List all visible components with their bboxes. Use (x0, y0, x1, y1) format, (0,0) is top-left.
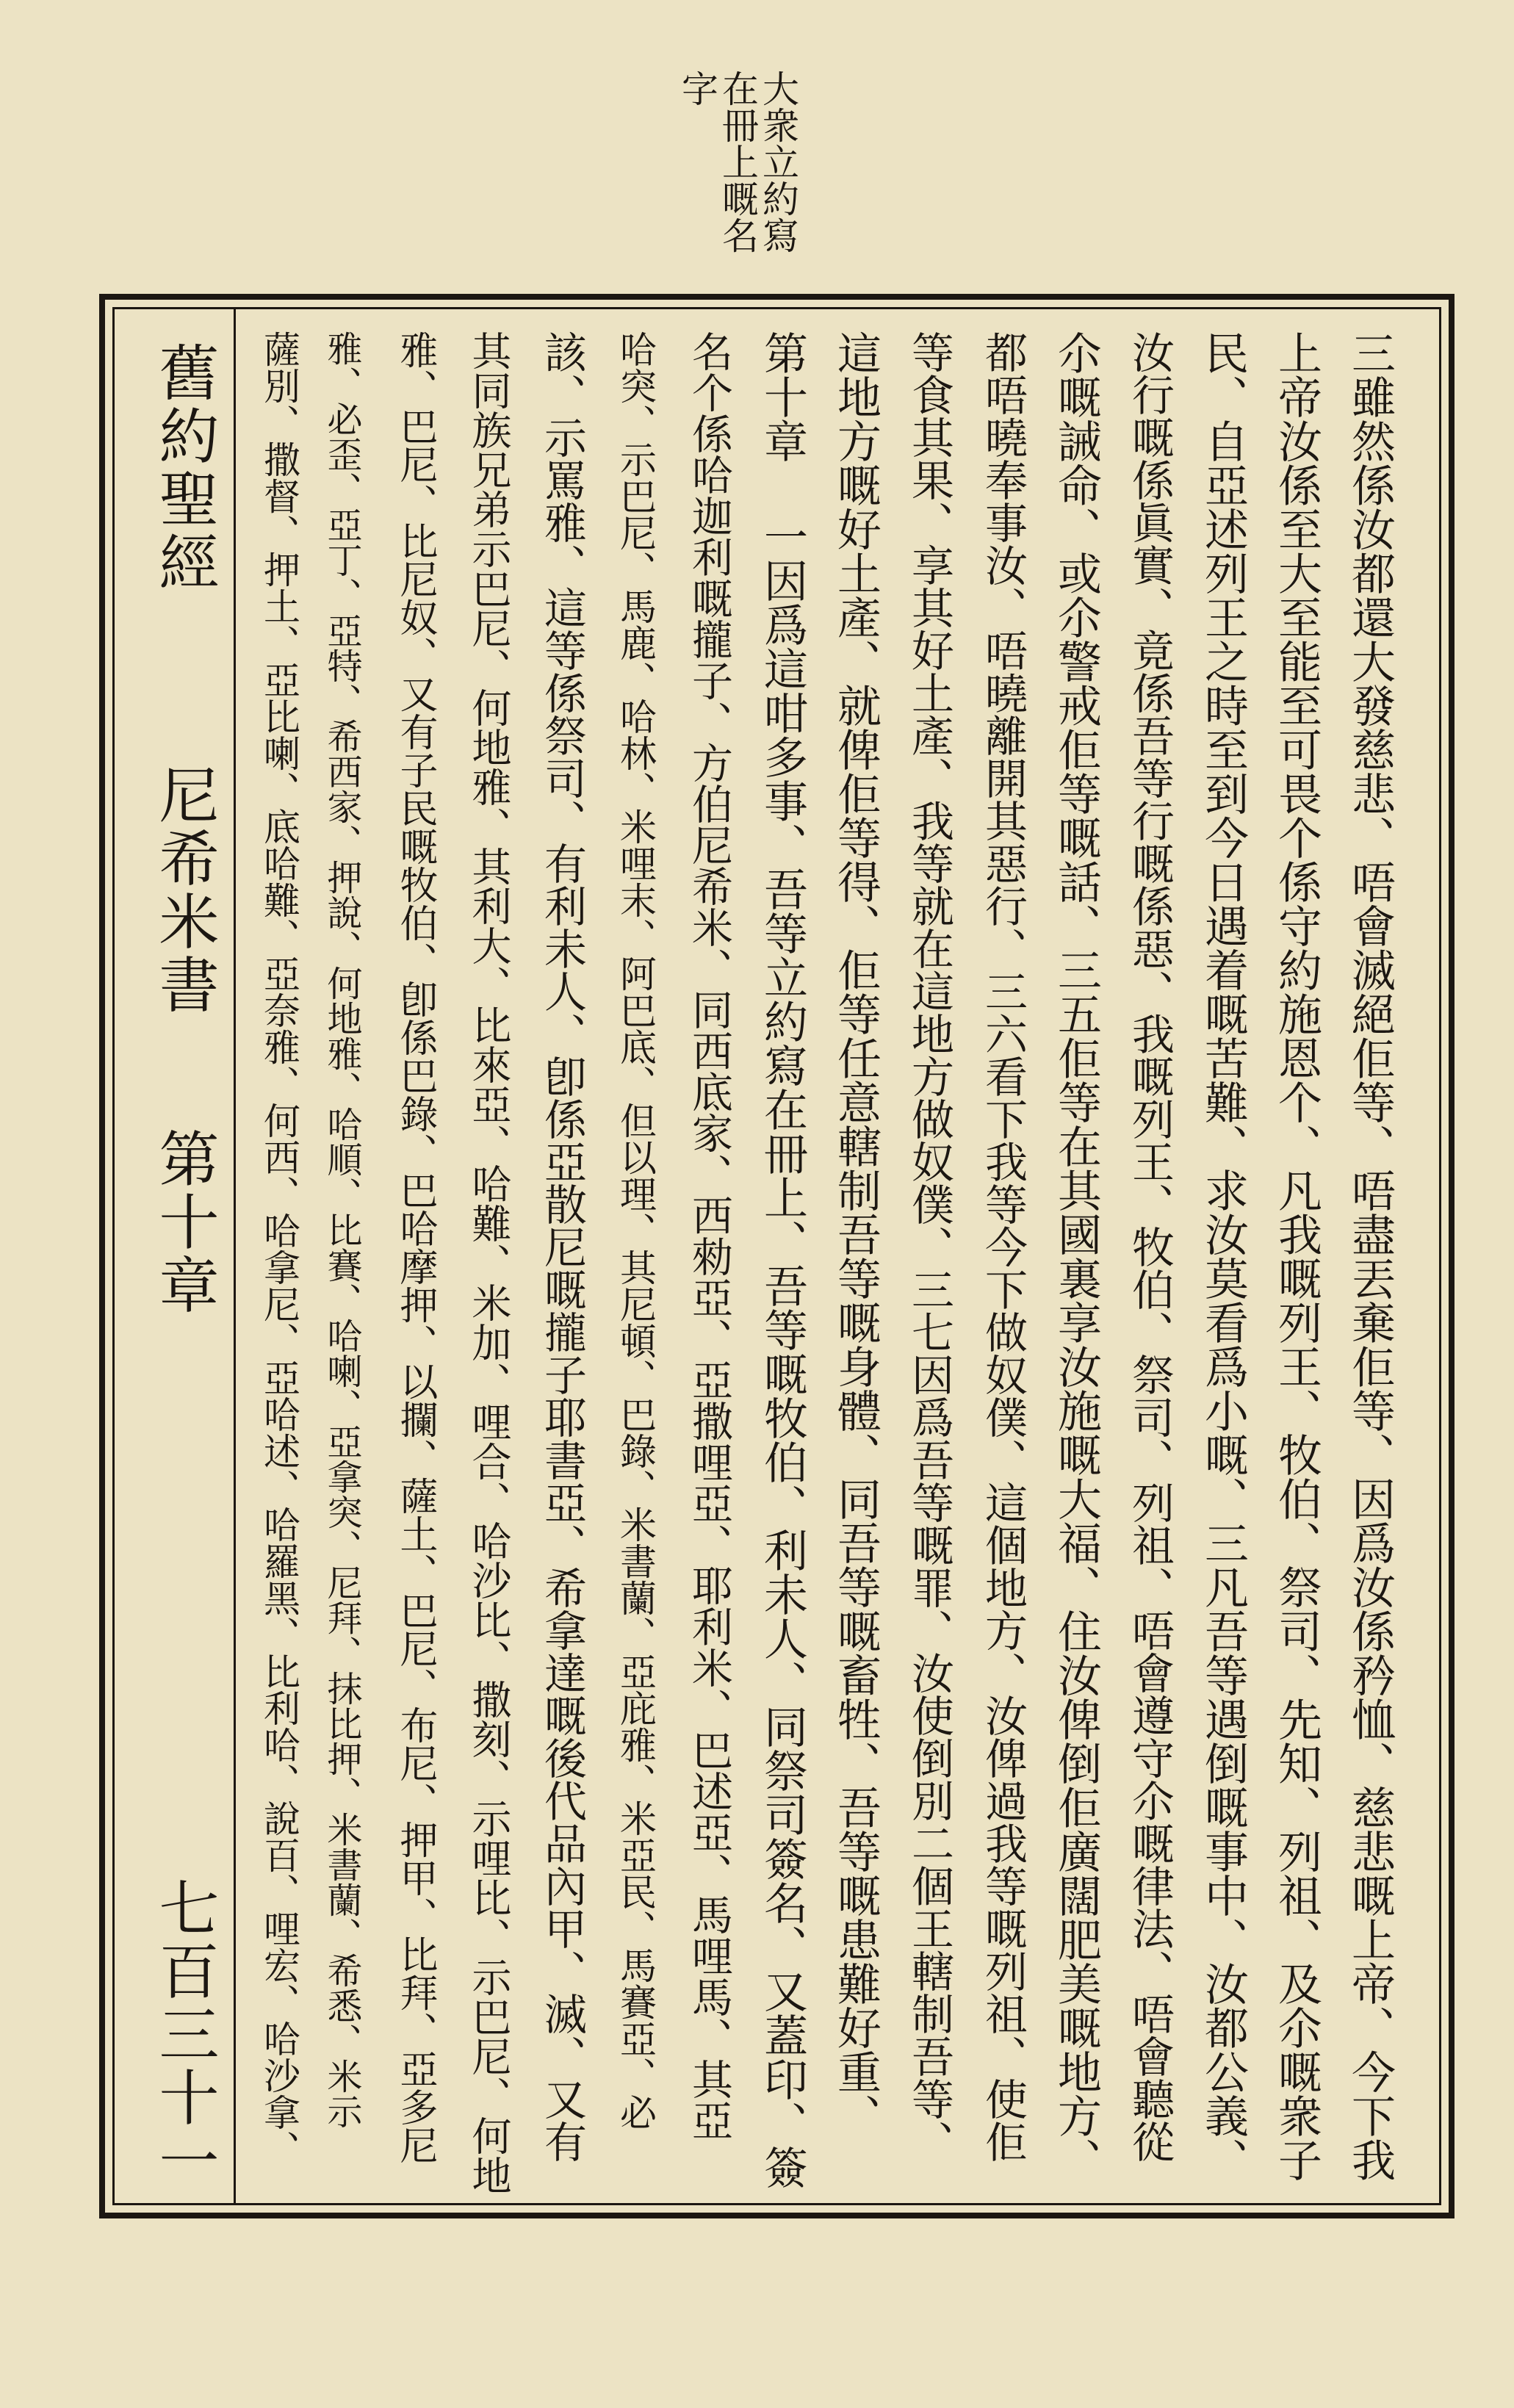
text-column: 尒嘅誡命、或尒警戒佢等嘅話、三五佢等在其國裏享汝施嘅大福、住汝俾倒佢廣闊肥美嘅地方、 (1050, 331, 1102, 2182)
text-column: 汝行嘅係眞實、竟係吾等行嘅係惡、我嘅列王、牧伯、祭司、列祖、唔會遵守尒嘅律法、唔會聽從 (1125, 331, 1175, 2163)
text-column: 三雖然係汝都還大發慈悲、唔會滅絕佢等、唔盡丟棄佢等、因爲汝係矜恤、慈悲嘅上帝、今下我 (1344, 331, 1396, 2182)
margin-note-line-1: 大衆立約寫 (757, 70, 799, 253)
text-column: 這地方嘅好土產、就俾佢等得、佢等任意轄制吾等嘅身體、同吾等嘅畜牲、吾等嘅患難好重、 (830, 331, 882, 2138)
page-number: 七百三十一 (149, 1877, 219, 2193)
text-column: 雅、巴尼、比尼奴、又有子民嘅牧伯、卽係巴錄、巴哈摩押、以攔、薩土、巴尼、布尼、押甲、比拜、亞多尼 (393, 331, 437, 2164)
text-column: 該、示罵雅、這等係祭司、有利未人、卽係亞散尼嘅攏子耶書亞、希拿達嘅後代品內甲、滅、又有 (537, 331, 587, 2163)
text-column: 民、自亞述列王之時至到今日遇着嘅苦難、求汝莫看爲小嘅、三凡吾等遇倒嘅事中、汝都公義、 (1197, 331, 1249, 2182)
book-title: 舊約聖經 (149, 342, 219, 594)
chapter-title: 第十章 (149, 1128, 219, 1317)
header-divider (234, 307, 236, 2205)
margin-note-line-3: 字 (676, 70, 718, 107)
text-column: 薩別、撒督、押土、亞比喇、底哈難、亞奈雅、何西、哈拿尼、亞哈述、哈羅黑、比利哈、說百、哩宏、哈沙拿、 (258, 331, 300, 2167)
section-title: 尼希米書 (149, 764, 219, 1017)
text-column: 雅、必歪、亞丁、亞特、希西家、押說、何地雅、哈順、比賽、哈喇、亞拿突、尼拜、抹比押、米書蘭、希悉、米示 (321, 331, 362, 2129)
text-column-chapter-start: 第十章 一因爲這咁多事、吾等立約寫在冊上、吾等嘅牧伯、利未人、同祭司簽名、又蓋印、簽 (757, 331, 808, 2189)
text-column: 都唔曉奉事汝、唔曉離開其惡行、三六看下我等今下做奴僕、這個地方、汝俾過我等嘅列祖、使佢 (978, 331, 1028, 2163)
text-column: 哈突、示巴尼、馬鹿、哈林、米哩末、阿巴底、但以理、其尼頓、巴錄、米書蘭、亞庇雅、米亞民、馬賽亞、必 (614, 331, 657, 2130)
text-column: 其同族兄弟示巴尼、何地雅、其利大、比來亞、哈難、米加、哩合、哈沙比、撒刻、示哩比、示巴尼、何地 (466, 331, 512, 2195)
margin-note-line-2: 在冊上嘅名 (716, 70, 759, 253)
text-column: 等食其果、享其好土產、我等就在這地方做奴僕、三七因爲吾等嘅罪、汝使倒別二個王轄制吾等、 (904, 331, 954, 2163)
margin-note (646, 70, 815, 290)
text-column: 上帝汝係至大至能至可畏个係守約施恩个、凡我嘅列王、牧伯、祭司、先知、列祖、及尒嘅衆子 (1271, 331, 1322, 2182)
text-column: 名个係哈迦利嘅攏子、方伯尼希米、同西底家、西勑亞、亞撒哩亞、耶利米、巴述亞、馬哩馬、其亞 (685, 331, 733, 2141)
